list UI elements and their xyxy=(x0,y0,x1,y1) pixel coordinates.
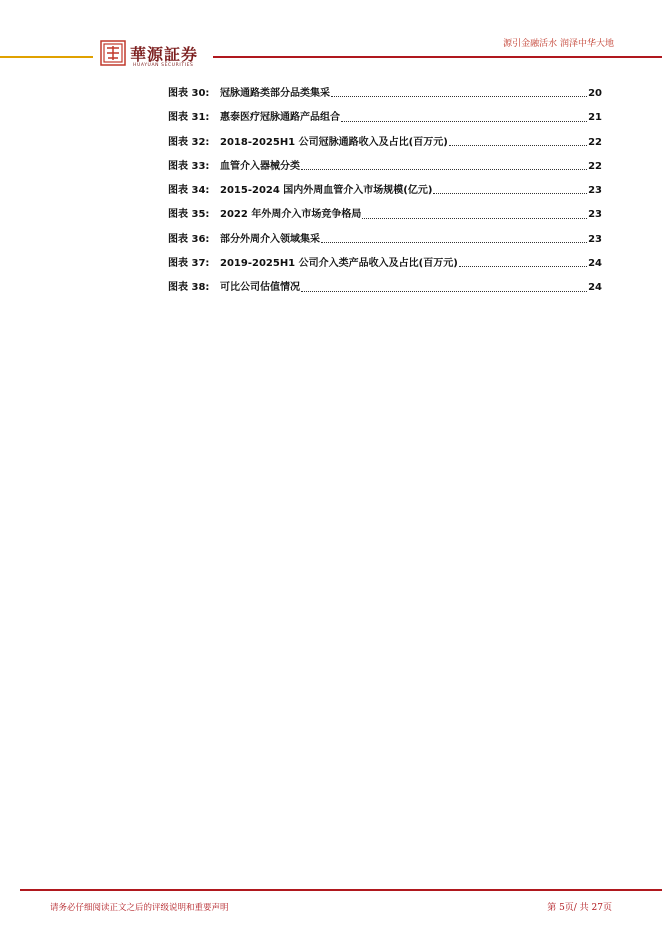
toc-figure-label: 图表 30: xyxy=(168,88,210,99)
toc-figure-title: 2022 年外周介入市场竞争格局 xyxy=(220,209,362,221)
toc-figure-label: 图表 31: xyxy=(168,112,210,124)
toc-entry[interactable] xyxy=(168,179,602,203)
toc-figure-title: 2018-2025H1 公司冠脉通路收入及占比(百万元) xyxy=(220,136,448,148)
toc-figure-label: 图表 34: xyxy=(168,185,210,197)
toc-figure-title: 惠泰医疗冠脉通路产品组合 xyxy=(220,112,340,124)
toc-page-number: 22 xyxy=(588,136,602,148)
toc-page-number: 22 xyxy=(588,160,602,172)
toc-entry[interactable] xyxy=(168,131,602,155)
toc-figure-title: 血管介入器械分类 xyxy=(220,160,300,172)
toc-figure-label: 图表 37: xyxy=(168,258,210,270)
header-rule-red xyxy=(213,56,662,58)
toc-figure-title: 部分外周介入领域集采 xyxy=(220,233,320,245)
toc-entry[interactable] xyxy=(168,203,602,227)
brand-name-en: HUAYUAN SECURITIES xyxy=(133,63,194,68)
toc-leader-dots xyxy=(301,290,587,292)
toc-leader-dots xyxy=(459,265,587,267)
toc-page-number: 23 xyxy=(588,185,602,197)
toc-page-number: 20 xyxy=(588,88,602,99)
toc-leader-dots xyxy=(449,144,587,146)
toc-entry[interactable] xyxy=(168,82,602,106)
toc-entry[interactable] xyxy=(168,228,602,252)
footer-rule xyxy=(20,889,662,891)
toc-figure-label: 图表 35: xyxy=(168,209,210,221)
toc-leader-dots xyxy=(433,192,587,194)
brand-logo xyxy=(100,40,210,74)
page-number: 第 5页/ 共 27页 xyxy=(547,903,612,913)
header-slogan: 源引金融活水 润泽中华大地 xyxy=(503,39,614,49)
toc-page-number: 24 xyxy=(588,282,602,294)
toc-figure-title: 2019-2025H1 公司介入类产品收入及占比(百万元) xyxy=(220,258,458,270)
toc-leader-dots xyxy=(331,95,587,97)
toc-figure-label: 图表 33: xyxy=(168,160,210,172)
toc-entry[interactable] xyxy=(168,155,602,179)
toc-leader-dots xyxy=(321,241,587,243)
toc-page-number: 23 xyxy=(588,233,602,245)
toc-page-number: 23 xyxy=(588,209,602,221)
toc-figure-title: 2015-2024 国内外周血管介入市场规模(亿元) xyxy=(220,185,433,197)
header-rule-gold xyxy=(0,56,93,58)
figure-index-list xyxy=(168,82,602,301)
toc-entry[interactable] xyxy=(168,106,602,130)
brand-name: 華源証券 xyxy=(130,45,199,64)
toc-entry[interactable] xyxy=(168,252,602,276)
logo-seal-icon xyxy=(100,40,126,66)
toc-figure-title: 冠脉通路类部分品类集采 xyxy=(220,88,330,99)
toc-entry[interactable] xyxy=(168,276,602,300)
footer-disclaimer: 请务必仔细阅读正文之后的评级说明和重要声明 xyxy=(50,903,229,913)
toc-page-number: 21 xyxy=(588,112,602,124)
page-header xyxy=(0,0,662,80)
toc-figure-label: 图表 32: xyxy=(168,136,210,148)
toc-leader-dots xyxy=(341,120,587,122)
toc-figure-title: 可比公司估值情况 xyxy=(220,282,300,294)
toc-figure-label: 图表 38: xyxy=(168,282,210,294)
toc-figure-label: 图表 36: xyxy=(168,233,210,245)
toc-leader-dots xyxy=(362,217,587,219)
toc-leader-dots xyxy=(301,168,587,170)
toc-page-number: 24 xyxy=(588,258,602,270)
